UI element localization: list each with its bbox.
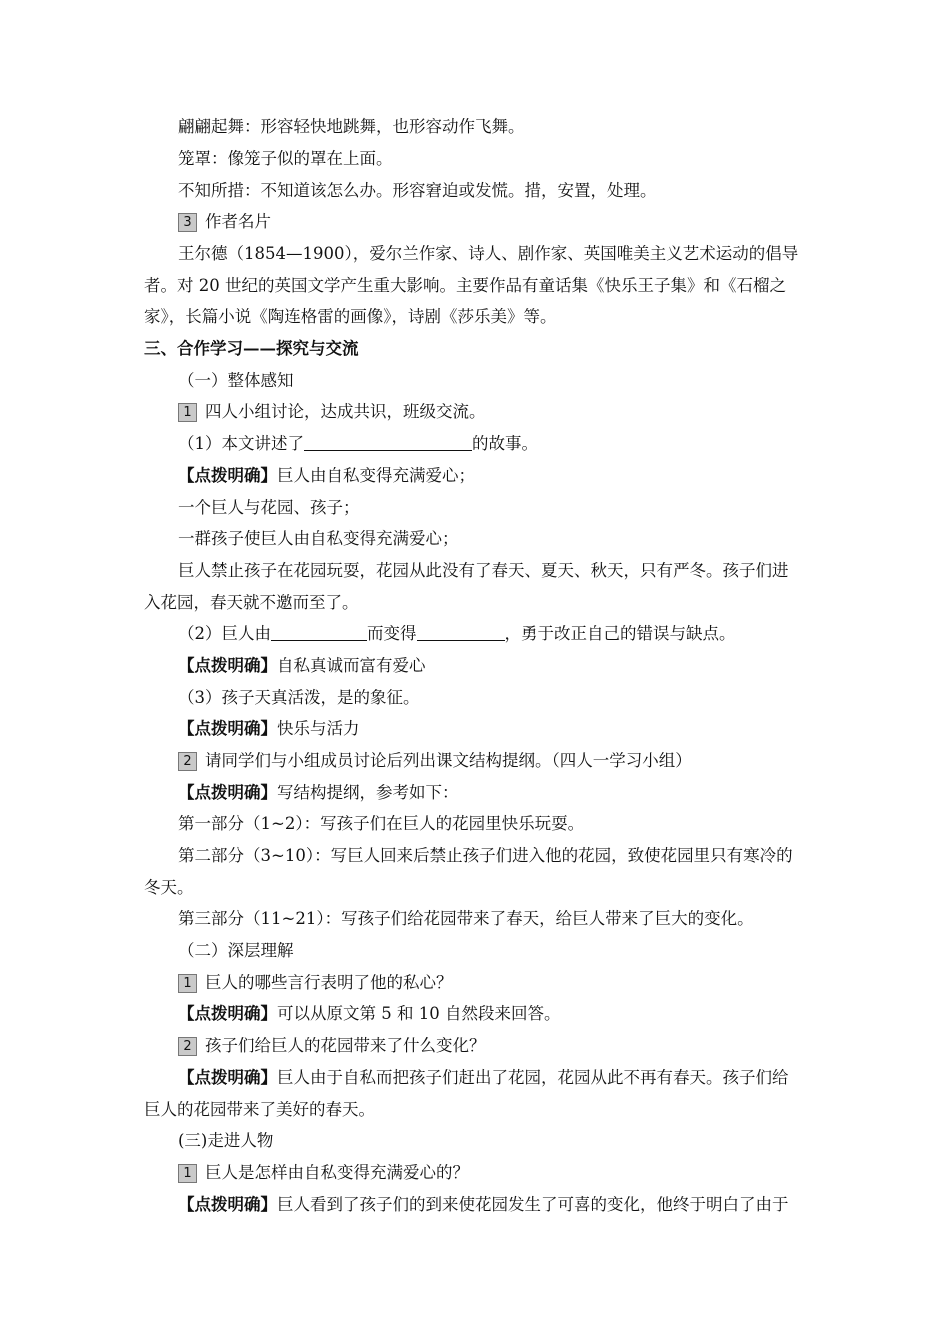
paragraph-line (144, 307, 557, 327)
answer-blank[interactable] (271, 624, 367, 641)
answer-line (178, 719, 360, 739)
text: 的故事。 (472, 434, 538, 453)
text: （一）整体感知 (178, 371, 294, 390)
numbered-item (178, 1163, 469, 1183)
numbered-item (178, 212, 271, 232)
text: 而变得 (367, 624, 417, 643)
text: 作者名片 (205, 212, 271, 231)
fill-blank-question (178, 624, 736, 644)
section-heading (144, 339, 359, 359)
text: 四人小组讨论，达成共识，班级交流。 (205, 402, 486, 421)
paragraph-line (178, 909, 754, 929)
text: 一群孩子使巨人由自私变得充满爱心； (178, 529, 459, 548)
number-badge: 1 (178, 403, 197, 422)
answer-label: 【点拨明确】 (178, 719, 277, 738)
paragraph-line (178, 244, 798, 264)
text: 巨人的哪些言行表明了他的私心？ (205, 973, 453, 992)
text: 第一部分（1~2）：写孩子们在巨人的花园里快乐玩耍。 (178, 814, 585, 833)
text: 翩翩起舞：形容轻快地跳舞，也形容动作飞舞。 (178, 117, 525, 136)
paragraph-line (144, 276, 786, 296)
fill-blank-question (178, 434, 538, 454)
text: (三)走进人物 (178, 1131, 274, 1150)
paragraph-line (178, 498, 360, 518)
text: 第三部分（11~21）：写孩子们给花园带来了春天，给巨人带来了巨大的变化。 (178, 909, 754, 928)
vocab-line (178, 149, 393, 169)
text: 可以从原文第 5 和 10 自然段来回答。 (277, 1004, 561, 1023)
text: 孩子们给巨人的花园带来了什么变化？ (205, 1036, 486, 1055)
text: 一个巨人与花园、孩子； (178, 498, 360, 517)
text: （3）孩子天真活泼，是的象征。 (178, 688, 420, 707)
numbered-item (178, 751, 692, 771)
paragraph-line (178, 529, 459, 549)
text: 入花园，春天就不邀而至了。 (144, 593, 359, 612)
text: ，勇于改正自己的错误与缺点。 (504, 624, 736, 643)
answer-line (178, 1068, 789, 1088)
answer-label: 【点拨明确】 (178, 1004, 277, 1023)
text: 巨人由于自私而把孩子们赶出了花园，花园从此不再有春天。孩子们给 (277, 1068, 789, 1087)
numbered-item (178, 1036, 486, 1056)
text: 家》，长篇小说《陶连格雷的画像》，诗剧《莎乐美》等。 (144, 307, 557, 326)
answer-line (178, 656, 426, 676)
text: 请同学们与小组成员讨论后列出课文结构提纲。（四人一学习小组） (205, 751, 692, 770)
answer-line (178, 466, 475, 486)
subsection-heading (178, 371, 294, 391)
text: 者。对 20 世纪的英国文学产生重大影响。主要作品有童话集《快乐王子集》和《石榴之 (144, 276, 786, 295)
numbered-item (178, 402, 486, 422)
text: 三、合作学习——探究与交流 (144, 339, 359, 358)
answer-line (178, 1004, 560, 1024)
text: （二）深层理解 (178, 941, 294, 960)
number-badge: 1 (178, 1164, 197, 1183)
vocab-line (178, 181, 657, 201)
text: 巨人禁止孩子在花园玩耍，花园从此没有了春天、夏天、秋天，只有严冬。孩子们进 (178, 561, 789, 580)
text: 巨人由自私变得充满爱心； (277, 466, 475, 485)
paragraph-line (178, 814, 584, 834)
text: 不知所措：不知道该怎么办。形容窘迫或发慌。措，安置，处理。 (178, 181, 657, 200)
answer-label: 【点拨明确】 (178, 1068, 277, 1087)
text: 巨人看到了孩子们的到来使花园发生了可喜的变化，他终于明白了由于 (277, 1195, 789, 1214)
answer-blank[interactable] (417, 624, 505, 641)
numbered-item (178, 973, 453, 993)
vocab-line (178, 117, 525, 137)
text: 快乐与活力 (277, 719, 360, 738)
paragraph-line (144, 1100, 375, 1120)
paragraph-line (178, 688, 420, 708)
number-badge: 2 (178, 1037, 197, 1056)
answer-label: 【点拨明确】 (178, 1195, 277, 1214)
text: 巨人是怎样由自私变得充满爱心的？ (205, 1163, 469, 1182)
text: 自私真诚而富有爱心 (277, 656, 426, 675)
paragraph-line (144, 593, 359, 613)
answer-blank[interactable] (304, 434, 472, 451)
text: （1）本文讲述了 (178, 434, 304, 453)
answer-line (178, 783, 459, 803)
answer-label: 【点拨明确】 (178, 783, 277, 802)
text: 写结构提纲，参考如下： (277, 783, 459, 802)
paragraph-line (178, 846, 793, 866)
paragraph-line (178, 561, 789, 581)
text: 王尔德（1854—1900），爱尔兰作家、诗人、剧作家、英国唯美主义艺术运动的倡导 (178, 244, 799, 263)
text: （2）巨人由 (178, 624, 271, 643)
answer-label: 【点拨明确】 (178, 656, 277, 675)
subsection-heading (178, 1131, 273, 1151)
text: 笼罩：像笼子似的罩在上面。 (178, 149, 393, 168)
answer-label: 【点拨明确】 (178, 466, 277, 485)
number-badge: 3 (178, 213, 197, 232)
text: 冬天。 (144, 878, 194, 897)
text: 第二部分（3~10）：写巨人回来后禁止孩子们进入他的花园，致使花园里只有寒冷的 (178, 846, 793, 865)
answer-line (178, 1195, 789, 1215)
paragraph-line (144, 878, 194, 898)
number-badge: 1 (178, 974, 197, 993)
text: 巨人的花园带来了美好的春天。 (144, 1100, 375, 1119)
number-badge: 2 (178, 752, 197, 771)
subsection-heading (178, 941, 294, 961)
